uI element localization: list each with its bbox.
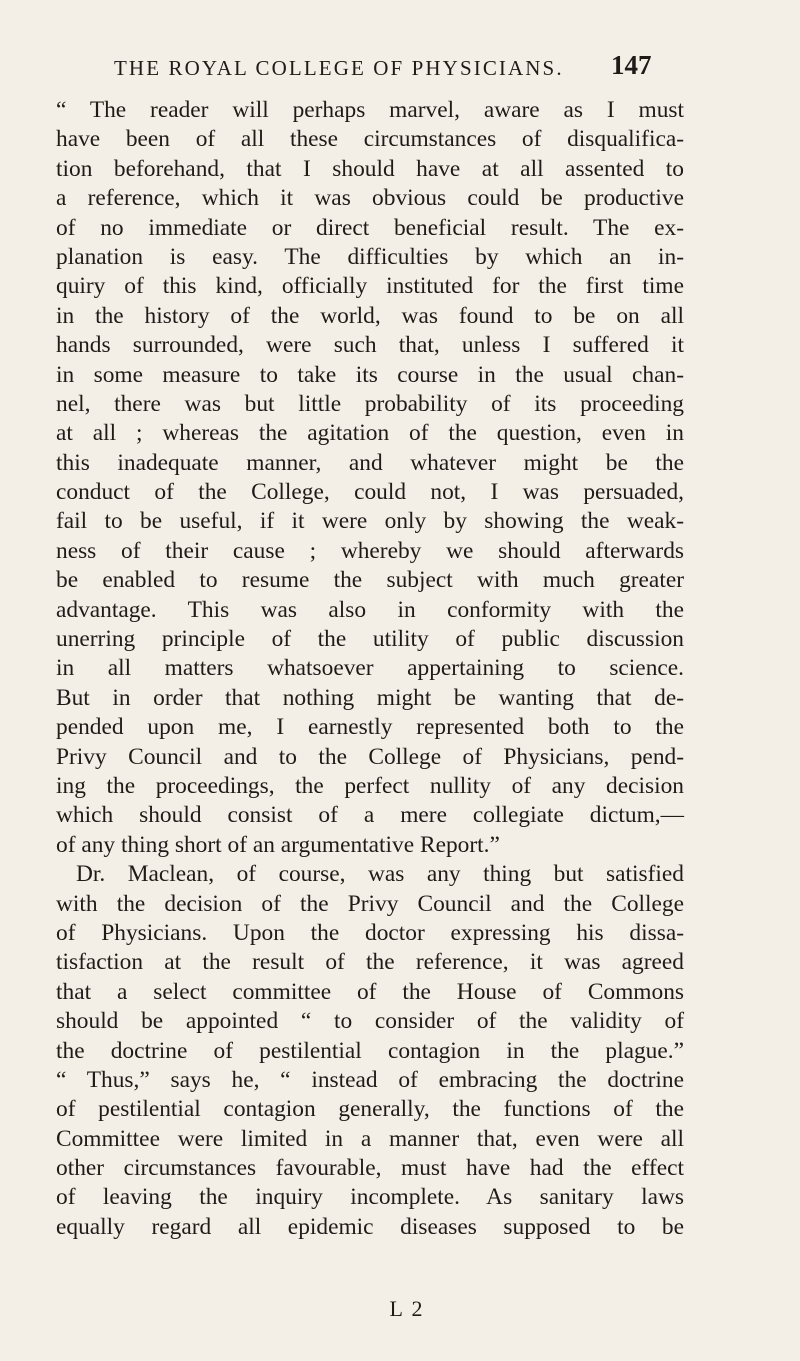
text-line: which should consist of a mere collegiate dictum,—	[56, 802, 684, 829]
text-line: of pestilential contagion generally, the functions of the	[56, 1096, 684, 1123]
page-number: 147	[611, 50, 652, 80]
text-line: “ Thus,” says he, “ instead of embracing the doctrine	[56, 1066, 684, 1093]
text-line: Committee were limited in a manner that, even were all	[56, 1125, 684, 1152]
text-line: of leaving the inquiry incomplete. As sanitary laws	[56, 1184, 684, 1211]
text-line: tisfaction at the result of the reference, it was agreed	[56, 949, 684, 976]
text-line: other circumstances favourable, must have had the effect	[56, 1155, 684, 1182]
text-line: in some measure to take its course in the usual chan-	[56, 361, 684, 388]
text-line: Dr. Maclean, of course, was any thing but satisfied	[76, 861, 684, 888]
text-line: unerring principle of the utility of public discussion	[56, 626, 684, 653]
text-line: that a select committee of the House of Commons	[56, 978, 684, 1005]
text-line: ness of their cause ; whereby we should afterwards	[56, 537, 684, 564]
text-line: “ The reader will perhaps marvel, aware as I must	[56, 97, 684, 123]
body-text	[56, 96, 684, 1242]
text-line: conduct of the College, could not, I was persuaded,	[56, 479, 684, 506]
text-line: nel, there was but little probability of its proceeding	[56, 390, 684, 417]
text-line: of any thing short of an argumentative Report.”	[56, 831, 500, 858]
text-line: this inadequate manner, and whatever might be the	[56, 449, 684, 476]
text-line: have been of all these circumstances of disqualifica-	[56, 126, 684, 153]
text-line: at all ; whereas the agitation of the question, even in	[56, 420, 684, 447]
text-line: quiry of this kind, officially instituted for the first time	[56, 273, 684, 300]
text-line: hands surrounded, were such that, unless I suffered it	[56, 332, 684, 359]
text-line: advantage. This was also in conformity with the	[56, 596, 684, 623]
text-line: Privy Council and to the College of Physicians, pend-	[56, 743, 684, 770]
text-line: with the decision of the Privy Council and the College	[56, 890, 684, 917]
page-header	[0, 50, 800, 90]
text-line: in the history of the world, was found to be on all	[56, 302, 684, 329]
text-line: a reference, which it was obvious could be productive	[56, 185, 684, 212]
text-line: ing the proceedings, the perfect nullity of any decision	[56, 772, 684, 799]
running-title: THE ROYAL COLLEGE OF PHYSICIANS.	[114, 56, 564, 80]
text-line: should be appointed “ to consider of the validity of	[56, 1008, 684, 1035]
text-line: fail to be useful, if it were only by showing the weak-	[56, 508, 684, 535]
signature-mark: L 2	[389, 1296, 425, 1321]
text-line: the doctrine of pestilential contagion in the plague.”	[56, 1037, 684, 1064]
text-line: tion beforehand, that I should have at all assented to	[56, 155, 684, 182]
text-line: of no immediate or direct beneficial result. The ex-	[56, 214, 684, 241]
text-line: But in order that nothing might be wanting that de-	[56, 684, 684, 711]
text-line: in all matters whatsoever appertaining to science.	[56, 655, 684, 682]
text-line: equally regard all epidemic diseases supposed to be	[56, 1213, 684, 1240]
text-line: pended upon me, I earnestly represented both to the	[56, 714, 684, 741]
text-line: be enabled to resume the subject with much greater	[56, 567, 684, 594]
text-line: of Physicians. Upon the doctor expressing his dissa-	[56, 919, 684, 946]
text-line: planation is easy. The difficulties by which an in-	[56, 243, 684, 270]
